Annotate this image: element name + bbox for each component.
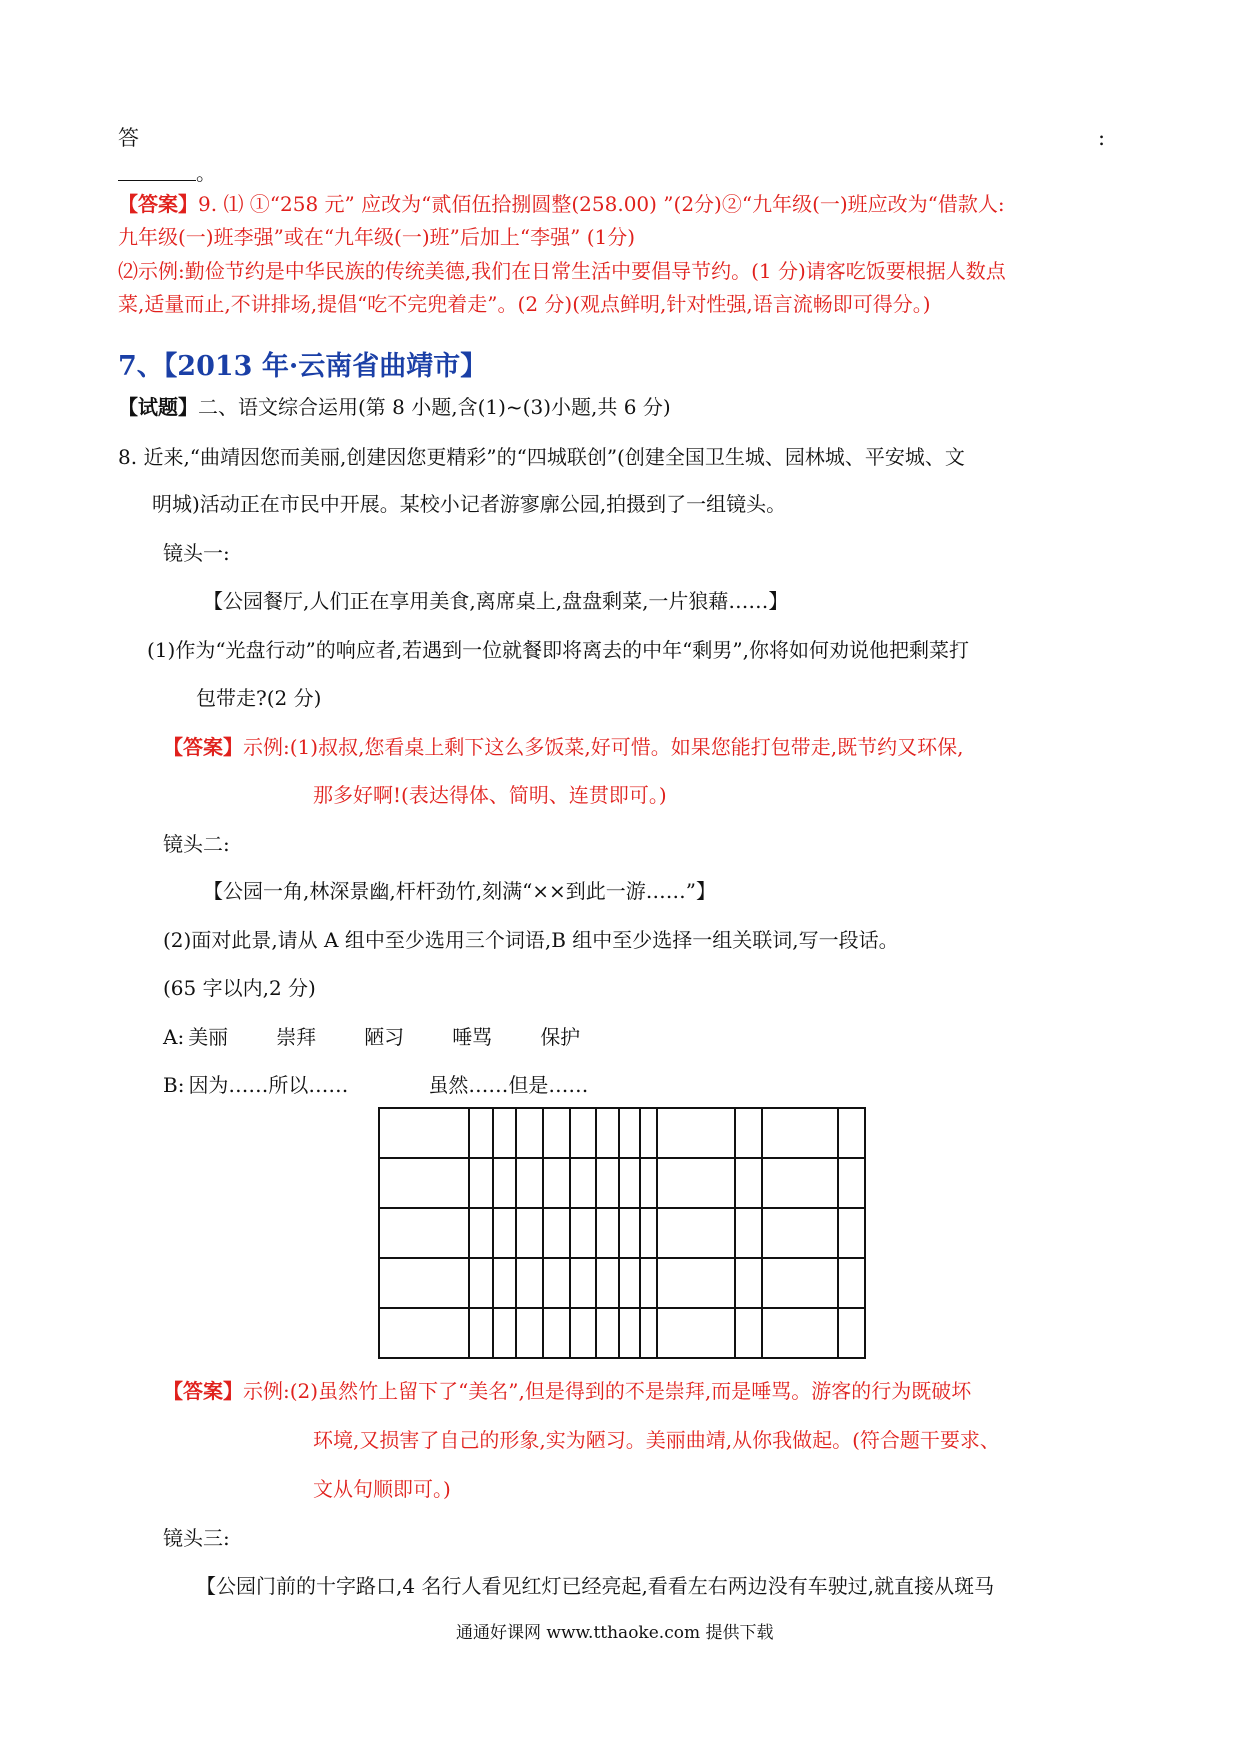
shot3-scene: 【公园门前的十字路口,4 名行人看见红灯已经亮起,看看左右两边没有车驶过,就直接从斑马 <box>196 1574 995 1598</box>
grid-cell <box>735 1108 762 1158</box>
grid-cell <box>379 1108 469 1158</box>
grid-cell <box>493 1208 516 1258</box>
grid-cell <box>493 1108 516 1158</box>
shot2-question-line2: (65 字以内,2 分) <box>163 976 316 1000</box>
grid-cell <box>379 1158 469 1208</box>
grid-cell <box>657 1208 735 1258</box>
writing-grid <box>378 1107 866 1359</box>
trial-line <box>118 397 671 417</box>
grid-cell <box>596 1108 619 1158</box>
trial-text: 二、语文综合运用(第 8 小题,含(1)~(3)小题,共 6 分) <box>198 395 671 419</box>
group-a-word: 陋习 <box>364 1025 405 1049</box>
grid-cell <box>838 1308 865 1358</box>
grid-cell <box>619 1108 640 1158</box>
grid-cell <box>838 1258 865 1308</box>
grid-cell <box>516 1258 543 1308</box>
grid-cell <box>838 1108 865 1158</box>
shot3-label: 镜头三: <box>163 1526 230 1550</box>
grid-cell <box>619 1258 640 1308</box>
grid-cell <box>596 1308 619 1358</box>
grid-cell <box>838 1208 865 1258</box>
grid-cell <box>762 1158 838 1208</box>
grid-cell <box>640 1158 657 1208</box>
question8-line2: 明城)活动正在市民中开展。某校小记者游寥廓公园,拍摄到了一组镜头。 <box>152 492 787 516</box>
grid-cell <box>570 1158 595 1208</box>
question8-line1: 8. 近来,“曲靖因您而美丽,创建因您更精彩”的“四城联创”(创建全国卫生城、园林城、平安城、文 <box>118 445 965 469</box>
grid-cell <box>493 1158 516 1208</box>
grid-cell <box>762 1108 838 1158</box>
grid-cell <box>543 1108 570 1158</box>
grid-cell <box>469 1258 492 1308</box>
shot2-label: 镜头二: <box>163 832 230 856</box>
answer9-tag: 【答案】 <box>118 192 198 216</box>
answer9-line2: 九年级(一)班李强”或在“九年级(一)班”后加上“李强” (1分) <box>118 225 636 249</box>
grid-cell <box>762 1258 838 1308</box>
answer9-line1 <box>118 194 1005 214</box>
answer9-line3: ⑵示例:勤俭节约是中华民族的传统美德,我们在日常生活中要倡导节约。(1 分)请客吃饭要根据人数点 <box>118 259 1006 283</box>
grid-cell <box>619 1308 640 1358</box>
shot1-answer-line1 <box>163 737 964 757</box>
grid-cell <box>735 1258 762 1308</box>
grid-cell <box>543 1208 570 1258</box>
shot1-answer-tag: 【答案】 <box>163 735 243 759</box>
shot2-scene: 【公园一角,林深景幽,杆杆劲竹,刻满“××到此一游……”】 <box>203 879 717 903</box>
group-a-word: 美丽 <box>188 1025 229 1049</box>
grid-cell <box>469 1108 492 1158</box>
grid-cell <box>619 1158 640 1208</box>
shot2-question-line1: (2)面对此景,请从 A 组中至少选用三个词语,B 组中至少选择一组关联词,写一段话。 <box>163 928 899 952</box>
shot1-question-line1: (1)作为“光盘行动”的响应者,若遇到一位就餐即将离去的中年“剩男”,你将如何劝说他把剩菜打 <box>147 638 969 662</box>
grid-cell <box>469 1158 492 1208</box>
page-footer: 通通好课网 www.tthaoke.com 提供下载 <box>456 1623 774 1643</box>
grid-cell <box>735 1208 762 1258</box>
grid-cell <box>570 1108 595 1158</box>
shot2-answer-line2: 环境,又损害了自己的形象,实为陋习。美丽曲靖,从你我做起。(符合题干要求、 <box>313 1428 1000 1452</box>
shot2-answer-tag: 【答案】 <box>163 1379 243 1403</box>
grid-cell <box>469 1308 492 1358</box>
grid-cell <box>570 1258 595 1308</box>
grid-cell <box>657 1158 735 1208</box>
grid-cell <box>596 1208 619 1258</box>
grid-cell <box>735 1158 762 1208</box>
group-a-word: 崇拜 <box>276 1025 317 1049</box>
answer-prompt-colon: : <box>1098 126 1106 150</box>
grid-cell <box>640 1308 657 1358</box>
answer9-line4: 菜,适量而止,不讲排场,提倡“吃不完兜着走”。(2 分)(观点鲜明,针对性强,语言流畅即可得分。) <box>118 292 931 316</box>
answer-blank-line <box>118 180 196 181</box>
grid-cell <box>640 1108 657 1158</box>
shot1-label: 镜头一: <box>163 541 230 565</box>
shot1-question-line2: 包带走?(2 分) <box>196 686 322 710</box>
group-b-word: 虽然……但是…… <box>428 1073 589 1097</box>
shot2-answer-line3: 文从句顺即可。) <box>313 1477 451 1501</box>
group-a-word: 唾骂 <box>452 1025 493 1049</box>
grid-cell <box>570 1208 595 1258</box>
grid-cell <box>657 1258 735 1308</box>
group-a-row <box>163 1027 580 1047</box>
grid-cell <box>543 1258 570 1308</box>
grid-cell <box>379 1308 469 1358</box>
shot1-answer-line2: 那多好啊!(表达得体、简明、连贯即可。) <box>313 783 667 807</box>
grid-cell <box>596 1158 619 1208</box>
grid-cell <box>735 1308 762 1358</box>
grid-cell <box>838 1158 865 1208</box>
answer-blank-end: 。 <box>196 161 216 185</box>
group-b-label: B: <box>163 1073 185 1097</box>
grid-cell <box>379 1208 469 1258</box>
grid-cell <box>516 1308 543 1358</box>
shot1-scene: 【公园餐厅,人们正在享用美食,离席桌上,盘盘剩菜,一片狼藉……】 <box>203 589 789 613</box>
grid-cell <box>493 1258 516 1308</box>
shot1-answer-text: 示例:(1)叔叔,您看桌上剩下这么多饭菜,好可惜。如果您能打包带走,既节约又环保, <box>243 735 964 759</box>
section-heading: 7、【2013 年·云南省曲靖市】 <box>118 351 488 382</box>
grid-cell <box>493 1308 516 1358</box>
group-a-label: A: <box>163 1025 185 1049</box>
grid-cell <box>657 1308 735 1358</box>
grid-cell <box>570 1308 595 1358</box>
answer-prompt-char: 答 <box>118 126 139 150</box>
grid-cell <box>469 1208 492 1258</box>
group-b-word: 因为……所以…… <box>188 1073 349 1097</box>
shot2-answer-text: 示例:(2)虽然竹上留下了“美名”,但是得到的不是崇拜,而是唾骂。游客的行为既破坏 <box>243 1379 972 1403</box>
grid-cell <box>516 1158 543 1208</box>
grid-cell <box>640 1208 657 1258</box>
grid-cell <box>762 1208 838 1258</box>
grid-cell <box>596 1258 619 1308</box>
grid-cell <box>657 1108 735 1158</box>
grid-cell <box>762 1308 838 1358</box>
grid-cell <box>516 1208 543 1258</box>
answer9-line1-text: 9. ⑴ ①“258 元” 应改为“贰佰伍拾捌圆整(258.00) ”(2分)②“九年级(一)班应改为“借款人: <box>198 192 1005 216</box>
grid-cell <box>543 1158 570 1208</box>
grid-cell <box>619 1208 640 1258</box>
grid-cell <box>379 1258 469 1308</box>
trial-tag: 【试题】 <box>118 395 198 419</box>
grid-cell <box>640 1258 657 1308</box>
group-a-word: 保护 <box>540 1025 581 1049</box>
grid-cell <box>543 1308 570 1358</box>
group-b-row <box>163 1075 588 1095</box>
shot2-answer-line1 <box>163 1381 971 1401</box>
grid-cell <box>516 1108 543 1158</box>
